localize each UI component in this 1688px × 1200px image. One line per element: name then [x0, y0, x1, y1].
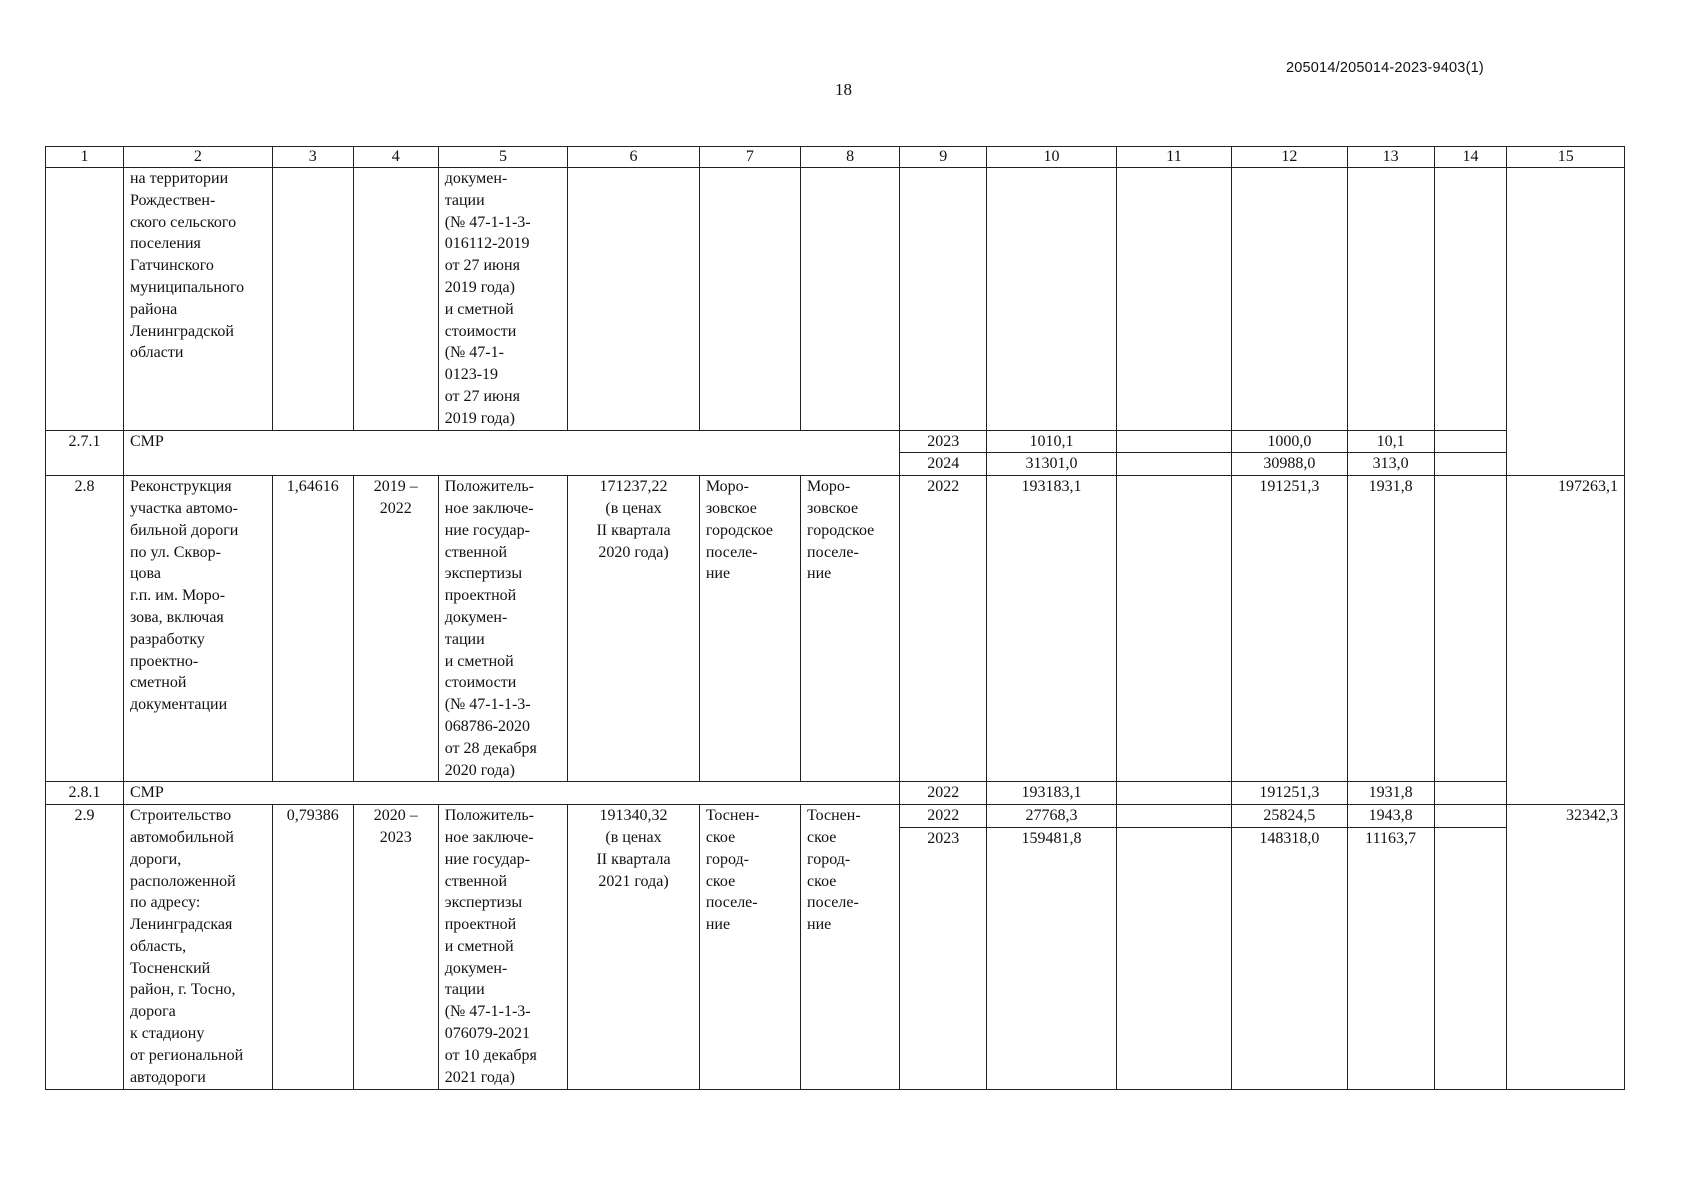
- cell-total: 31301,0: [987, 453, 1117, 476]
- cell-num: 2.9: [46, 805, 124, 1090]
- cell-col11: [1116, 430, 1231, 453]
- table-row-2-8-1: [46, 782, 1625, 805]
- projects-table: [45, 146, 1625, 1090]
- table-row-2-7-continued: [46, 168, 1625, 431]
- cell-year: 2022: [900, 782, 987, 805]
- cell-cost: 191340,32 (в ценах II квартала 2021 года): [568, 805, 700, 1090]
- col-header-2: 2: [123, 147, 272, 168]
- cell-col12: 191251,3: [1232, 782, 1347, 805]
- cell-cost: [568, 168, 700, 431]
- cell-total: 159481,8: [987, 827, 1117, 1089]
- cell-col13: 10,1: [1347, 430, 1434, 453]
- cell-col11: [1116, 168, 1231, 431]
- col-header-6: 6: [568, 147, 700, 168]
- cell-col11: [1116, 453, 1231, 476]
- cell-col14: [1434, 168, 1507, 431]
- cell-col11: [1116, 476, 1231, 782]
- cell-col8: [801, 168, 900, 431]
- cell-col14: [1434, 827, 1507, 1089]
- cell-col12: 30988,0: [1232, 453, 1347, 476]
- cell-col13: [1347, 168, 1434, 431]
- cell-year: 2022: [900, 476, 987, 782]
- cell-object-name: на территории Рождествен- ского сельского поселения Гатчинского муниципального района Ленинградской области: [123, 168, 272, 431]
- col-header-12: 12: [1232, 147, 1347, 168]
- cell-col8: Тоснен- ское город- ское поселе- ние: [801, 805, 900, 1090]
- cell-col13: 313,0: [1347, 453, 1434, 476]
- cell-col14: [1434, 805, 1507, 828]
- page-number: 18: [835, 80, 852, 99]
- cell-num: 2.8.1: [46, 782, 124, 805]
- cell-year: 2023: [900, 827, 987, 1089]
- cell-year: 2022: [900, 805, 987, 828]
- cell-cost: 171237,22 (в ценах II квартала 2020 года): [568, 476, 700, 782]
- cell-col15: 197263,1: [1507, 476, 1625, 805]
- cell-total: 27768,3: [987, 805, 1117, 828]
- cell-period: [353, 168, 438, 431]
- cell-document: Положитель- ное заключе- ние государ- ственной экспертизы проектной докумен- тации и сметной стоимости (№ 47-1-1-3- 068786-2020 от 28 декабря 2020 года): [438, 476, 568, 782]
- cell-col13: 1931,8: [1347, 782, 1434, 805]
- col-header-10: 10: [987, 147, 1117, 168]
- col-header-9: 9: [900, 147, 987, 168]
- col-header-4: 4: [353, 147, 438, 168]
- cell-period: 2020 – 2023: [353, 805, 438, 1090]
- cell-period: 2019 – 2022: [353, 476, 438, 782]
- cell-col11: [1116, 827, 1231, 1089]
- cell-total: [987, 168, 1117, 431]
- cell-col7: Моро- зовское городское поселе- ние: [699, 476, 800, 782]
- cell-col12: 148318,0: [1232, 827, 1347, 1089]
- col-header-15: 15: [1507, 147, 1625, 168]
- cell-col13: 1931,8: [1347, 476, 1434, 782]
- col-header-11: 11: [1116, 147, 1231, 168]
- cell-col14: [1434, 430, 1507, 453]
- col-header-8: 8: [801, 147, 900, 168]
- cell-col12: [1232, 168, 1347, 431]
- cell-total: 1010,1: [987, 430, 1117, 453]
- col-header-3: 3: [272, 147, 353, 168]
- col-header-1: 1: [46, 147, 124, 168]
- cell-length: 1,64616: [272, 476, 353, 782]
- cell-col12: 1000,0: [1232, 430, 1347, 453]
- column-number-row: [46, 147, 1625, 168]
- cell-object-name: Строительство автомобильной дороги, расположенной по адресу: Ленинградская область, Тосненский район, г. Тосно, дорога к стадиону от региональной автодороги: [123, 805, 272, 1090]
- cell-col14: [1434, 453, 1507, 476]
- cell-year: 2024: [900, 453, 987, 476]
- cell-length: 0,79386: [272, 805, 353, 1090]
- cell-col7: [699, 168, 800, 431]
- cell-col14: [1434, 476, 1507, 782]
- cell-document: Положитель- ное заключе- ние государ- ственной экспертизы проектной и сметной докумен- тации (№ 47-1-1-3- 076079-2021 от 10 декабря 2021 года): [438, 805, 568, 1090]
- cell-col13: 1943,8: [1347, 805, 1434, 828]
- cell-num: [46, 168, 124, 431]
- cell-work-type: СМР: [123, 782, 899, 805]
- cell-col8: Моро- зовское городское поселе- ние: [801, 476, 900, 782]
- cell-col11: [1116, 782, 1231, 805]
- col-header-5: 5: [438, 147, 568, 168]
- col-header-14: 14: [1434, 147, 1507, 168]
- col-header-7: 7: [699, 147, 800, 168]
- cell-length: [272, 168, 353, 431]
- cell-col15: [1507, 168, 1625, 476]
- cell-object-name: Реконструкция участка автомо- бильной дороги по ул. Сквор- цова г.п. им. Моро- зова, включая разработку проектно- сметной документации: [123, 476, 272, 782]
- cell-col11: [1116, 805, 1231, 828]
- cell-col7: Тоснен- ское город- ское поселе- ние: [699, 805, 800, 1090]
- cell-total: 193183,1: [987, 476, 1117, 782]
- cell-col13: 11163,7: [1347, 827, 1434, 1089]
- cell-total: 193183,1: [987, 782, 1117, 805]
- cell-year: [900, 168, 987, 431]
- table-row-2-9: [46, 805, 1625, 828]
- table-row-2-7-1: [46, 430, 1625, 453]
- cell-col12: 191251,3: [1232, 476, 1347, 782]
- cell-col12: 25824,5: [1232, 805, 1347, 828]
- document-id: 205014/205014-2023-9403(1): [1286, 60, 1484, 76]
- cell-year: 2023: [900, 430, 987, 453]
- cell-col14: [1434, 782, 1507, 805]
- cell-work-type: СМР: [123, 430, 899, 476]
- cell-num: 2.7.1: [46, 430, 124, 476]
- cell-num: 2.8: [46, 476, 124, 782]
- cell-col15: 32342,3: [1507, 805, 1625, 1090]
- cell-document: докумен- тации (№ 47-1-1-3- 016112-2019 от 27 июня 2019 года) и сметной стоимости (№ 47-1- 0123-19 от 27 июня 2019 года): [438, 168, 568, 431]
- col-header-13: 13: [1347, 147, 1434, 168]
- table-row-2-8: [46, 476, 1625, 782]
